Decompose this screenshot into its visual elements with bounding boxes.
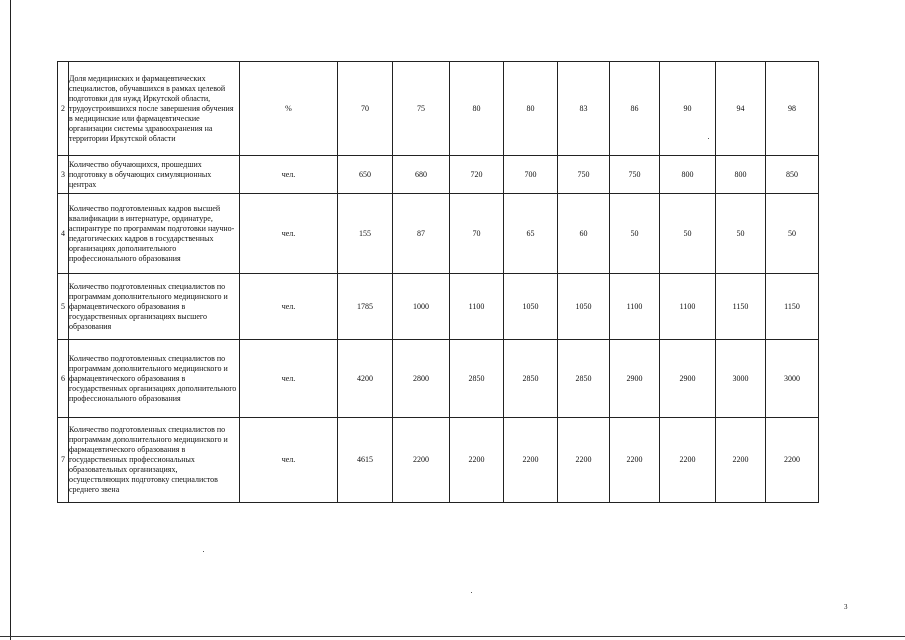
row-number: 4 xyxy=(58,194,69,274)
table-row xyxy=(58,156,819,194)
indicator-description: Количество подготовленных специалистов по программам дополнительного медицинского и фармацевтического образования в государственных организациях дополнительного профессионального образования xyxy=(69,340,240,418)
value-cell: 2200 xyxy=(766,418,819,503)
value-cell: 50 xyxy=(766,194,819,274)
value-cell: 60 xyxy=(558,194,610,274)
scan-speck xyxy=(203,551,204,552)
value-cell: 2200 xyxy=(610,418,660,503)
unit-cell: % xyxy=(240,62,338,156)
value-cell: 2900 xyxy=(610,340,660,418)
indicator-description: Количество подготовленных специалистов по программам дополнительного медицинского и фармацевтического образования в государственных организациях высшего образования xyxy=(69,274,240,340)
indicator-description: Количество подготовленных специалистов по программам дополнительного медицинского и фармацевтического образования в государственных профессиональных образовательных организациях, осуществляющих подготовку специалистов среднего звена xyxy=(69,418,240,503)
value-cell: 1100 xyxy=(610,274,660,340)
value-cell: 800 xyxy=(716,156,766,194)
value-cell: 750 xyxy=(558,156,610,194)
value-cell: 2850 xyxy=(450,340,504,418)
value-cell: 2200 xyxy=(660,418,716,503)
value-cell: 2200 xyxy=(558,418,610,503)
value-cell: 87 xyxy=(393,194,450,274)
value-cell: 3000 xyxy=(716,340,766,418)
value-cell: 2850 xyxy=(558,340,610,418)
table-body xyxy=(58,62,819,503)
value-cell: 4615 xyxy=(338,418,393,503)
value-cell: 50 xyxy=(660,194,716,274)
value-cell: 75 xyxy=(393,62,450,156)
value-cell: 98 xyxy=(766,62,819,156)
unit-cell: чел. xyxy=(240,156,338,194)
value-cell: 720 xyxy=(450,156,504,194)
value-cell: 1100 xyxy=(660,274,716,340)
value-cell: 680 xyxy=(393,156,450,194)
unit-cell: чел. xyxy=(240,274,338,340)
row-number: 2 xyxy=(58,62,69,156)
table-row xyxy=(58,62,819,156)
value-cell: 2900 xyxy=(660,340,716,418)
value-cell: 850 xyxy=(766,156,819,194)
value-cell: 50 xyxy=(716,194,766,274)
value-cell: 70 xyxy=(450,194,504,274)
value-cell: 94 xyxy=(716,62,766,156)
table-row xyxy=(58,194,819,274)
page-number: 3 xyxy=(844,603,848,611)
value-cell: 80 xyxy=(450,62,504,156)
value-cell: 2200 xyxy=(504,418,558,503)
value-cell: 155 xyxy=(338,194,393,274)
value-cell: 1050 xyxy=(558,274,610,340)
scan-bottom-edge xyxy=(0,636,905,637)
value-cell: 2200 xyxy=(716,418,766,503)
value-cell: 2850 xyxy=(504,340,558,418)
value-cell: 2200 xyxy=(393,418,450,503)
unit-cell: чел. xyxy=(240,340,338,418)
value-cell: 1100 xyxy=(450,274,504,340)
row-number: 6 xyxy=(58,340,69,418)
value-cell: 2800 xyxy=(393,340,450,418)
scan-edge-line xyxy=(10,0,11,640)
value-cell: 700 xyxy=(504,156,558,194)
unit-cell: чел. xyxy=(240,194,338,274)
value-cell: 90 xyxy=(660,62,716,156)
table-row xyxy=(58,418,819,503)
value-cell: 83 xyxy=(558,62,610,156)
value-cell: 800 xyxy=(660,156,716,194)
scan-speck xyxy=(471,592,472,593)
unit-cell: чел. xyxy=(240,418,338,503)
value-cell: 1785 xyxy=(338,274,393,340)
value-cell: 65 xyxy=(504,194,558,274)
value-cell: 1000 xyxy=(393,274,450,340)
value-cell: 86 xyxy=(610,62,660,156)
table-row xyxy=(58,274,819,340)
table-row xyxy=(58,340,819,418)
value-cell: 4200 xyxy=(338,340,393,418)
scan-speck xyxy=(708,138,709,139)
row-number: 3 xyxy=(58,156,69,194)
indicator-description: Количество обучающихся, прошедших подготовку в обучающих симуляционных центрах xyxy=(69,156,240,194)
value-cell: 750 xyxy=(610,156,660,194)
row-number: 7 xyxy=(58,418,69,503)
value-cell: 70 xyxy=(338,62,393,156)
indicators-table xyxy=(57,61,819,503)
indicator-description: Количество подготовленных кадров высшей квалификации в интернатуре, ординатуре, аспирантуре по программам подготовки научно-педагогических кадров в государственных организациях дополнительного профессионального образования xyxy=(69,194,240,274)
value-cell: 2200 xyxy=(450,418,504,503)
value-cell: 3000 xyxy=(766,340,819,418)
indicator-description: Доля медицинских и фармацевтических специалистов, обучавшихся в рамках целевой подготовки для нужд Иркутской области, трудоустроившихся после завершения обучения в медицинские или фармацевтические организации системы здравоохранения на территории Иркутской области xyxy=(69,62,240,156)
value-cell: 1150 xyxy=(766,274,819,340)
value-cell: 50 xyxy=(610,194,660,274)
value-cell: 1150 xyxy=(716,274,766,340)
value-cell: 1050 xyxy=(504,274,558,340)
row-number: 5 xyxy=(58,274,69,340)
value-cell: 650 xyxy=(338,156,393,194)
value-cell: 80 xyxy=(504,62,558,156)
